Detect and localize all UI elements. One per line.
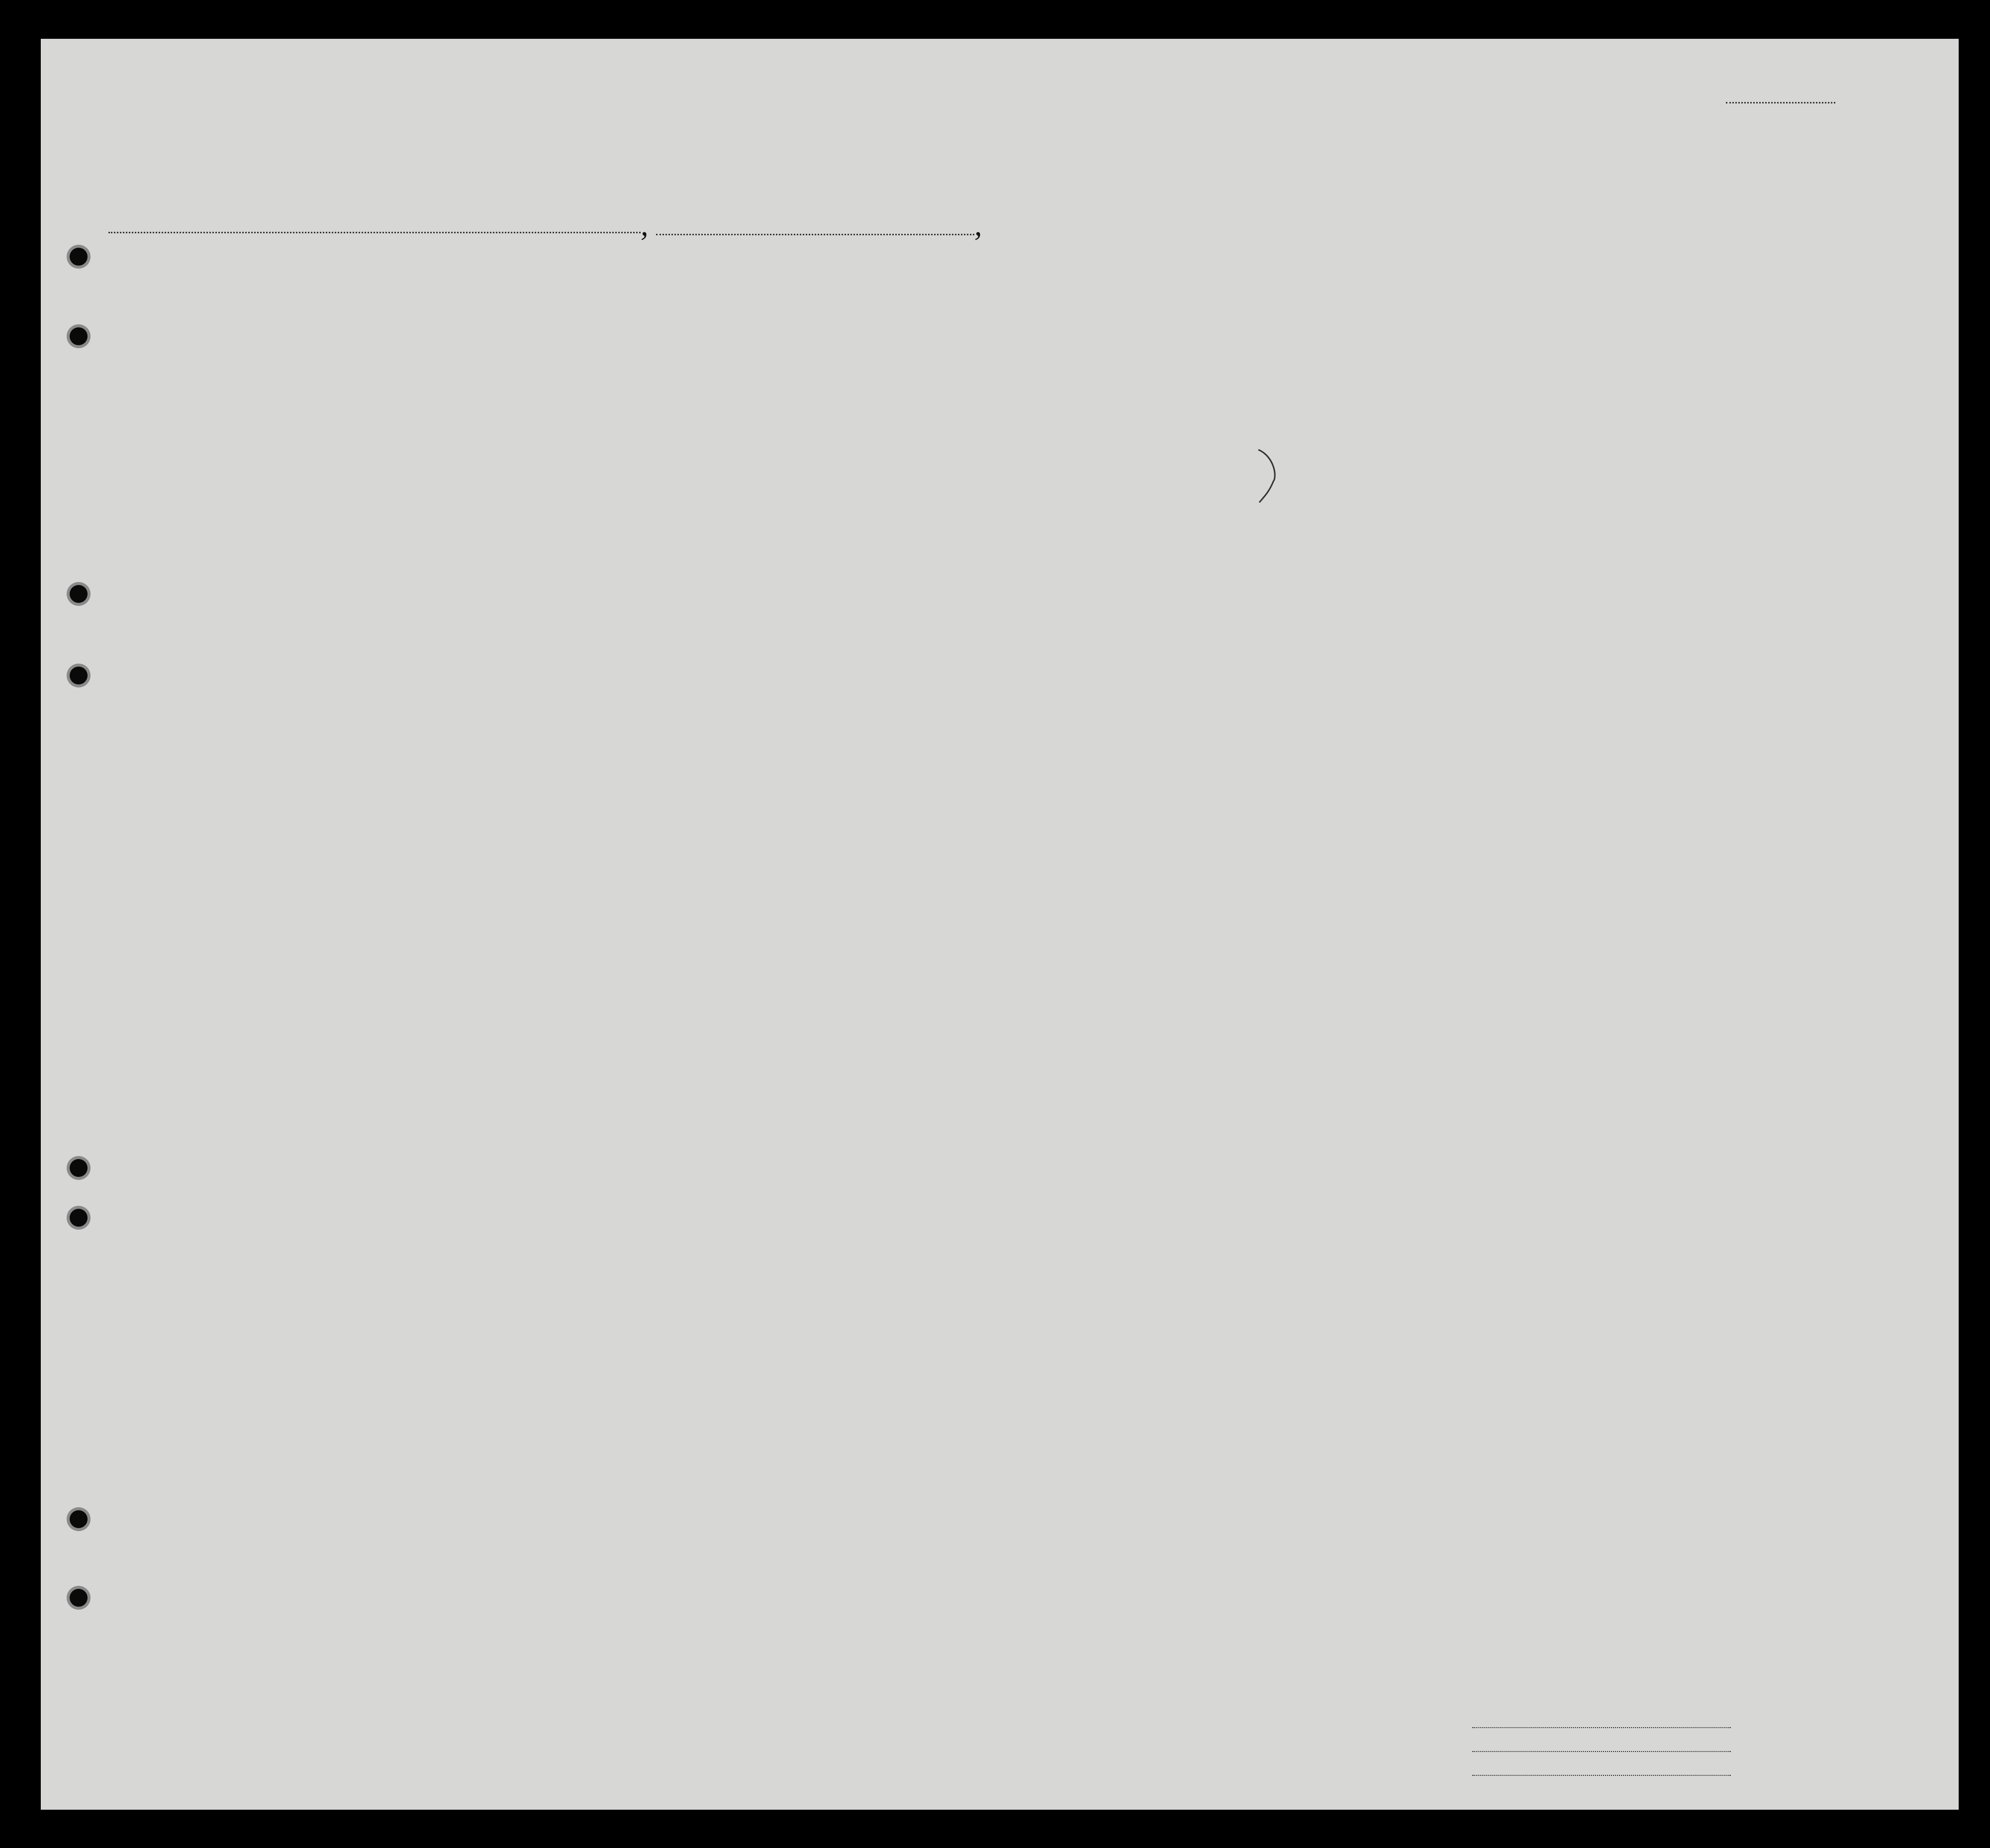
col26-header <box>1323 317 1343 457</box>
footer-agents <box>1468 1764 1731 1779</box>
col27-header <box>1347 317 1367 457</box>
col19-header <box>583 302 605 452</box>
table-grid <box>41 39 1959 1810</box>
col30-header <box>1479 307 1498 457</box>
col29-header <box>1438 307 1473 457</box>
col34-feet <box>1649 407 1664 447</box>
col31-header <box>1501 307 1520 457</box>
manifest-sheet <box>41 39 1959 1810</box>
col24a-header <box>1163 337 1196 462</box>
col25-header <box>1270 307 1303 457</box>
footer-owners <box>1468 1740 1731 1755</box>
col24b-header <box>1199 337 1232 462</box>
footer-line <box>1468 1716 1731 1732</box>
col18-header <box>415 297 579 309</box>
col34-inches <box>1676 397 1691 447</box>
arriving-line: , , <box>108 208 982 243</box>
handwritten-bracket-icon <box>1254 447 1284 506</box>
col28-header <box>1381 307 1428 457</box>
col21-header <box>695 302 717 452</box>
col22-header <box>715 302 914 313</box>
col24c-header <box>1234 337 1267 462</box>
